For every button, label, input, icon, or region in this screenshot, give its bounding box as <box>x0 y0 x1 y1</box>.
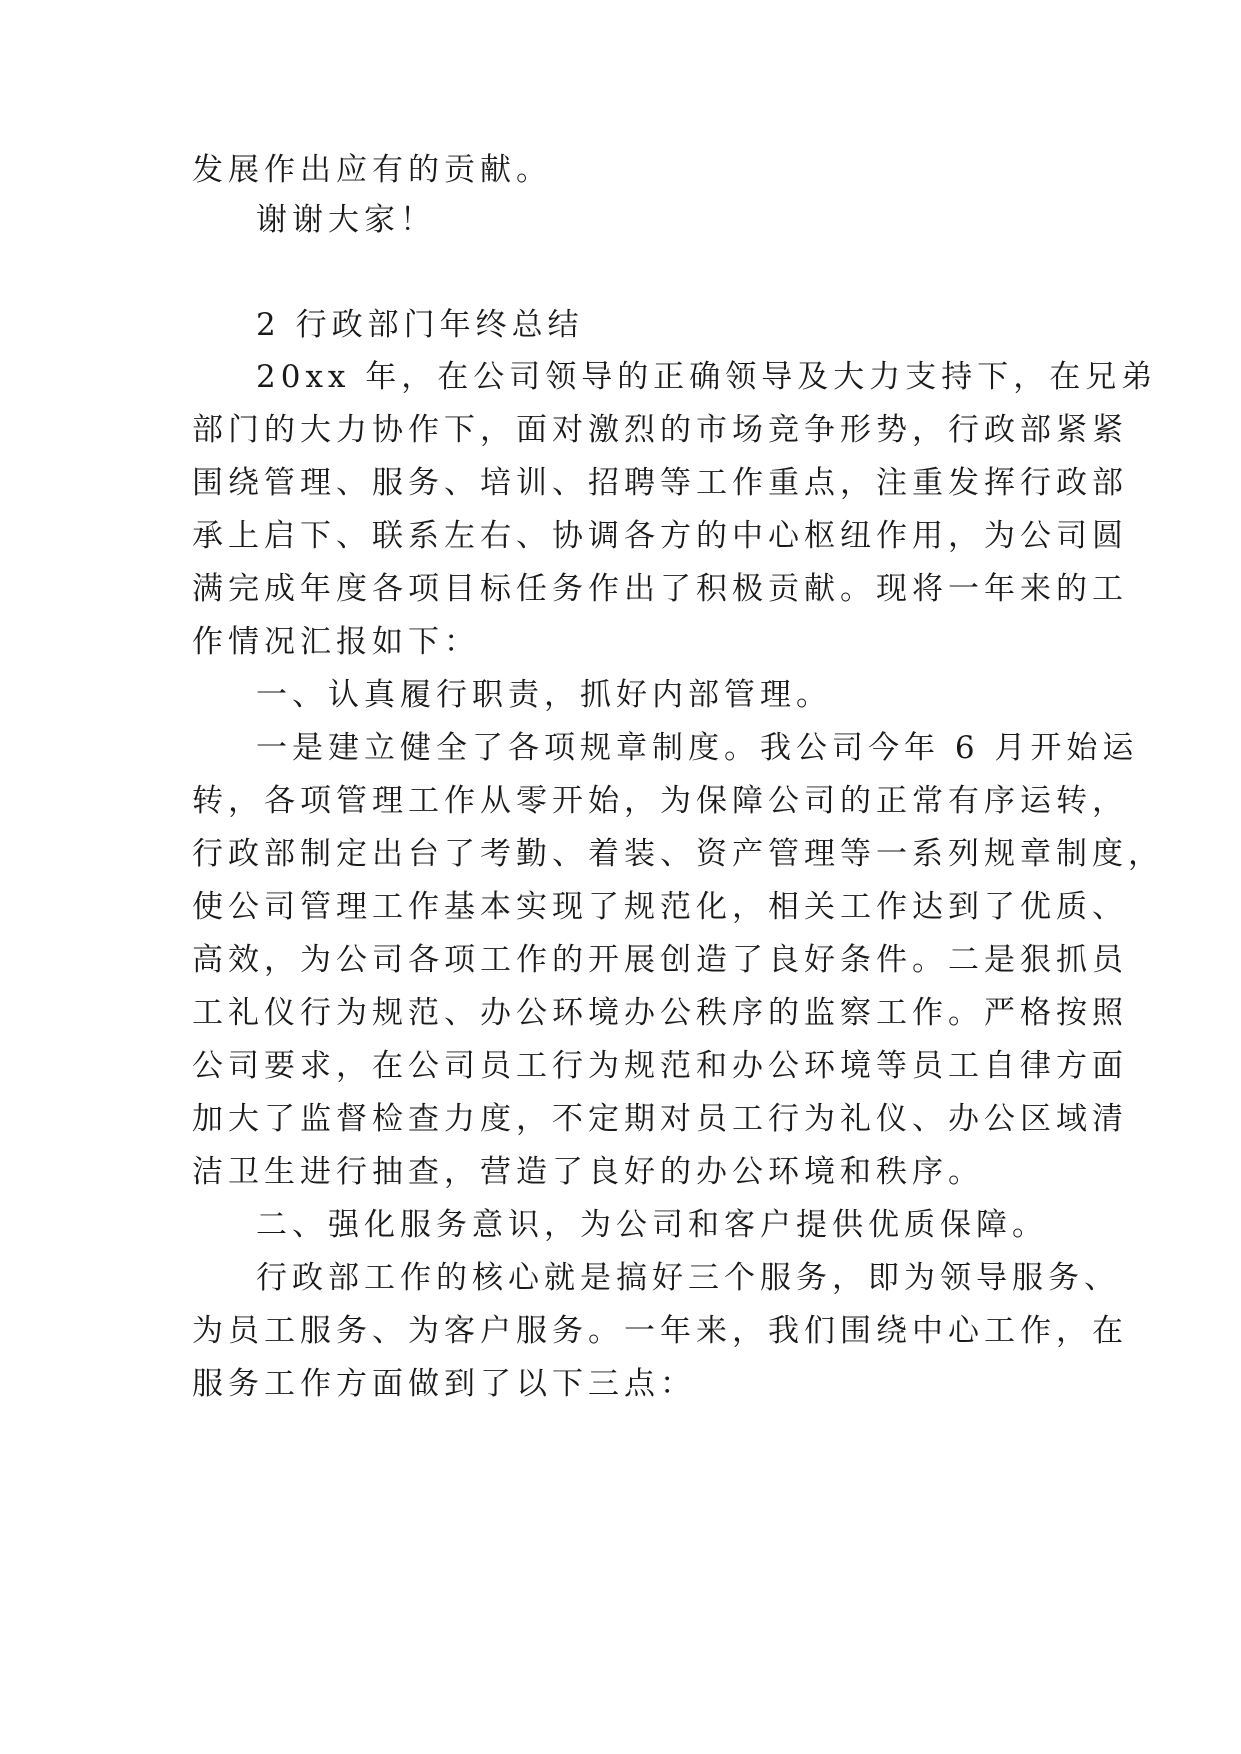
paragraph-line: 公司要求，在公司员工行为规范和办公环境等员工自律方面 <box>192 1048 1128 1084</box>
paragraph-line: 加大了监督检查力度，不定期对员工行为礼仪、办公区域清 <box>192 1101 1128 1137</box>
paragraph-line: 承上启下、联系左右、协调各方的中心枢纽作用，为公司圆 <box>192 518 1128 554</box>
paragraph-line: 行政部制定出台了考勤、着装、资产管理等一系列规章制度， <box>192 836 1164 872</box>
paragraph-line: 围绕管理、服务、培训、招聘等工作重点，注重发挥行政部 <box>192 465 1128 501</box>
paragraph-line: 作情况汇报如下： <box>192 624 480 660</box>
section-title: 2 行政部门年终总结 <box>256 307 584 343</box>
paragraph-line: 发展作出应有的贡献。 <box>192 152 552 188</box>
paragraph-line: 高效，为公司各项工作的开展创造了良好条件。二是狠抓员 <box>192 942 1128 978</box>
heading-one: 一、认真履行职责，抓好内部管理。 <box>256 677 832 713</box>
paragraph-line: 满完成年度各项目标任务作出了积极贡献。现将一年来的工 <box>192 571 1128 607</box>
paragraph-line: 服务工作方面做到了以下三点： <box>192 1366 696 1402</box>
paragraph-line: 为员工服务、为客户服务。一年来，我们围绕中心工作，在 <box>192 1313 1128 1349</box>
paragraph-line: 行政部工作的核心就是搞好三个服务，即为领导服务、 <box>256 1260 1120 1296</box>
paragraph-line: 洁卫生进行抽查，营造了良好的办公环境和秩序。 <box>192 1154 984 1190</box>
paragraph-line: 工礼仪行为规范、办公环境办公秩序的监察工作。严格按照 <box>192 995 1128 1031</box>
closing-thanks: 谢谢大家！ <box>256 202 436 238</box>
heading-two: 二、强化服务意识，为公司和客户提供优质保障。 <box>256 1207 1048 1243</box>
paragraph-line: 部门的大力协作下，面对激烈的市场竞争形势，行政部紧紧 <box>192 412 1128 448</box>
paragraph-line: 一是建立健全了各项规章制度。我公司今年 6 月开始运 <box>256 730 1139 766</box>
paragraph-line: 20xx 年，在公司领导的正确领导及大力支持下，在兄弟 <box>256 359 1158 395</box>
paragraph-line: 使公司管理工作基本实现了规范化，相关工作达到了优质、 <box>192 889 1128 925</box>
paragraph-line: 转，各项管理工作从零开始，为保障公司的正常有序运转， <box>192 783 1128 819</box>
